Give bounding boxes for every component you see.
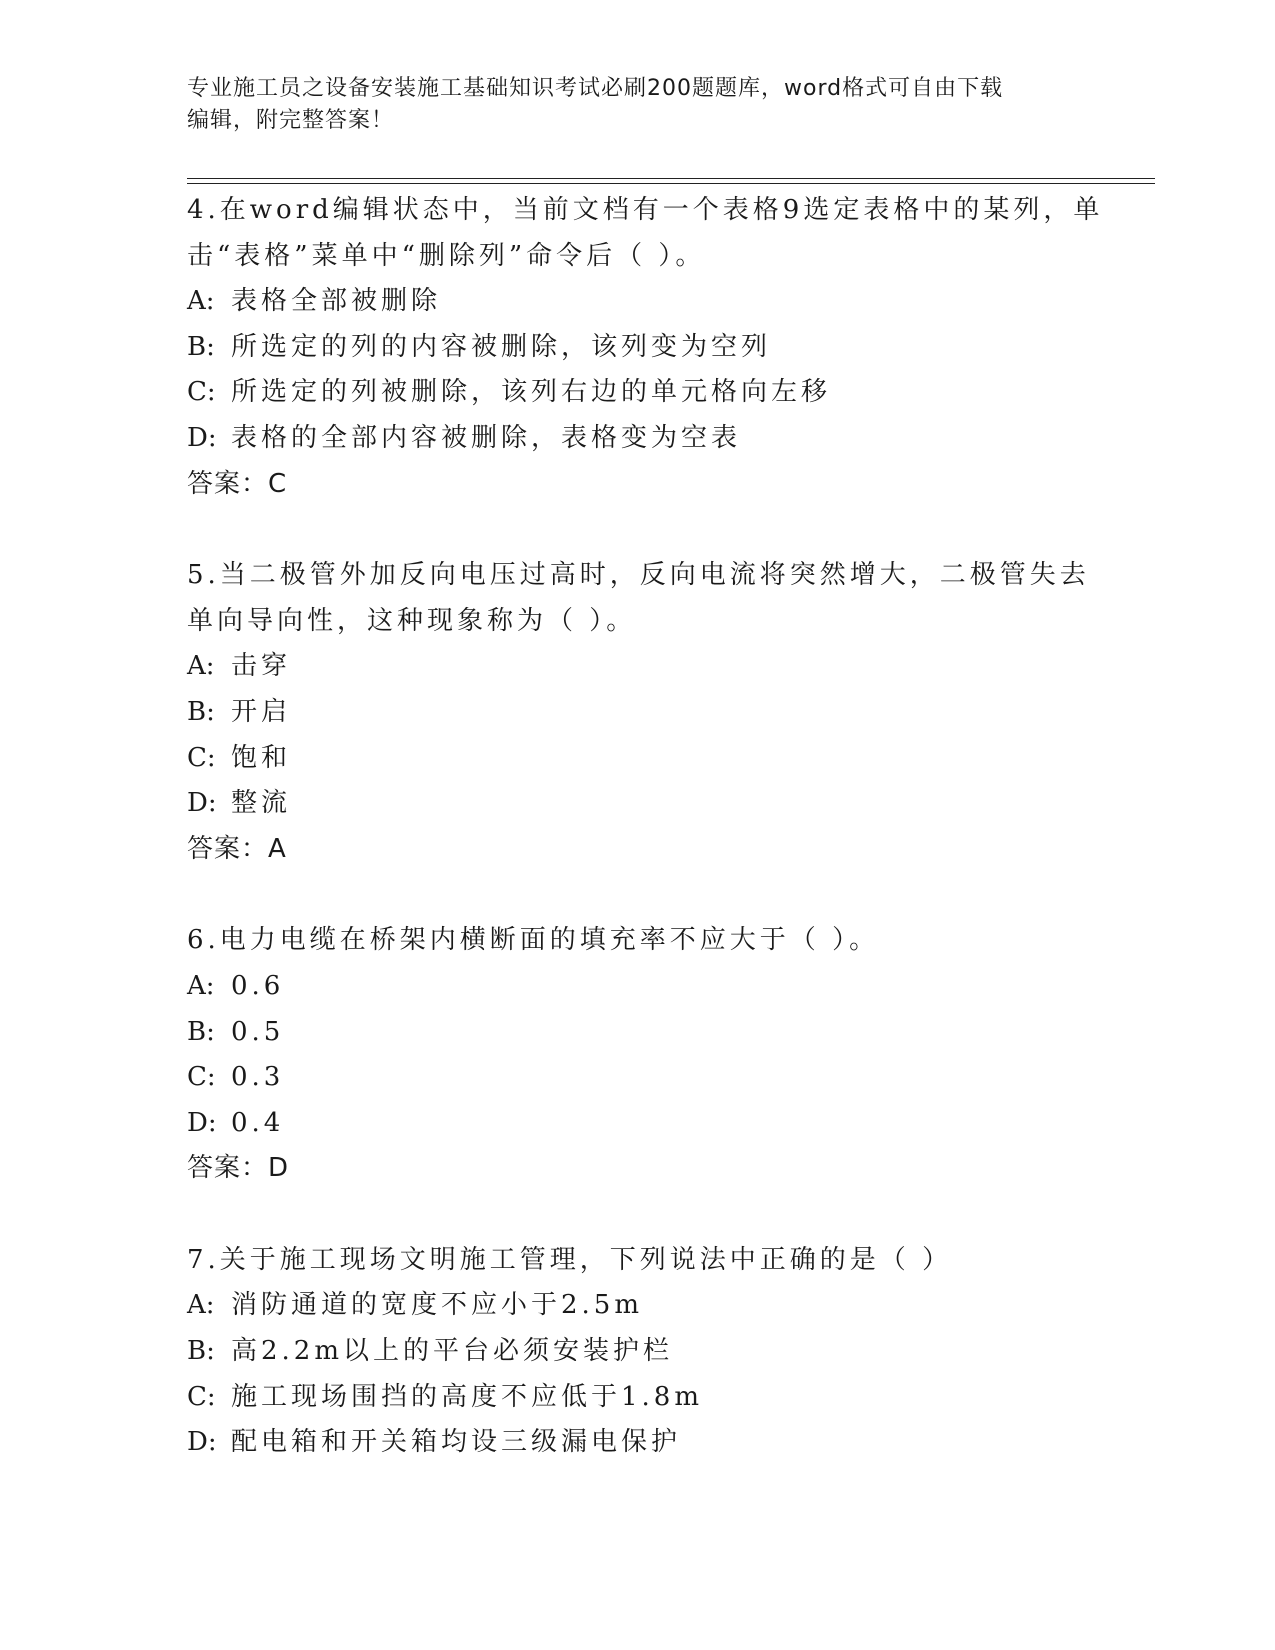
header-title-line-2: 编辑，附完整答案！ [187, 108, 395, 133]
option-label: C: [187, 1062, 216, 1093]
question-7 [187, 1238, 1107, 1466]
option-a [187, 964, 1107, 1010]
question-text-line: 4.在word编辑状态中，当前文档有一个表格9选定表格中的某列，单 [187, 195, 1104, 225]
header-title-line-1: 专业施工员之设备安装施工基础知识考试必刷200题题库，word格式可自由下载 [187, 76, 1004, 101]
option-c [187, 370, 1107, 416]
option-text: 表格全部被删除 [231, 286, 442, 317]
option-label: D: [187, 1107, 217, 1138]
option-label: A: [187, 1290, 215, 1321]
option-label: D: [187, 1427, 217, 1458]
option-text: 施工现场围挡的高度不应低于1.8m [231, 1381, 704, 1412]
option-text: 配电箱和开关箱均设三级漏电保护 [231, 1427, 682, 1458]
option-label: B: [187, 1016, 215, 1047]
option-d [187, 1101, 1107, 1147]
option-text: 高2.2m以上的平台必须安装护栏 [231, 1336, 674, 1367]
option-label: D: [187, 422, 217, 453]
option-d [187, 781, 1107, 827]
option-label: B: [187, 331, 215, 362]
option-label: B: [187, 1336, 215, 1367]
option-c [187, 736, 1107, 782]
option-c [187, 1375, 1107, 1421]
option-b [187, 1010, 1107, 1056]
option-text: 开启 [231, 696, 292, 727]
answer-line: 答案：A [187, 833, 287, 864]
option-text: 饱和 [231, 742, 292, 773]
option-label: A: [187, 970, 215, 1001]
question-4 [187, 188, 1107, 507]
option-text: 表格的全部内容被删除，表格变为空表 [231, 422, 742, 453]
question-list [187, 188, 1107, 1512]
question-6 [187, 918, 1107, 1192]
option-a [187, 1283, 1107, 1329]
option-text: 整流 [231, 788, 292, 819]
option-text: 击穿 [231, 651, 292, 682]
option-b [187, 325, 1107, 371]
option-a [187, 279, 1107, 325]
option-label: D: [187, 788, 217, 819]
answer-line: 答案：D [187, 1153, 290, 1184]
header-divider-bottom [187, 183, 1155, 184]
option-b [187, 690, 1107, 736]
option-a [187, 644, 1107, 690]
document-header [187, 73, 1067, 137]
option-label: A: [187, 286, 215, 317]
option-text: 消防通道的宽度不应小于2.5m [231, 1290, 644, 1321]
question-text-line: 击“表格”菜单中“删除列”命令后（ ）。 [187, 240, 706, 271]
option-d [187, 1420, 1107, 1466]
question-text-line: 单向导向性，这种现象称为（ ）。 [187, 605, 637, 636]
option-label: A: [187, 651, 215, 682]
option-text: 0.4 [231, 1107, 285, 1138]
option-label: C: [187, 1381, 216, 1412]
option-label: C: [187, 377, 216, 408]
question-5 [187, 553, 1107, 872]
option-text: 所选定的列被删除，该列右边的单元格向左移 [231, 377, 832, 408]
option-c [187, 1055, 1107, 1101]
question-text-line: 5.当二极管外加反向电压过高时，反向电流将突然增大，二极管失去 [187, 560, 1090, 591]
option-text: 0.3 [231, 1062, 285, 1093]
option-label: C: [187, 742, 216, 773]
question-text-line: 7.关于施工现场文明施工管理，下列说法中正确的是（ ） [187, 1244, 953, 1275]
option-text: 所选定的列的内容被删除，该列变为空列 [231, 331, 772, 362]
option-label: B: [187, 696, 215, 727]
option-b [187, 1329, 1107, 1375]
question-text-line: 6.电力电缆在桥架内横断面的填充率不应大于（ ）。 [187, 925, 880, 956]
option-text: 0.6 [231, 970, 285, 1001]
option-text: 0.5 [231, 1016, 285, 1047]
option-d [187, 416, 1107, 462]
answer-line: 答案：C [187, 468, 288, 499]
header-divider-top [187, 178, 1155, 179]
